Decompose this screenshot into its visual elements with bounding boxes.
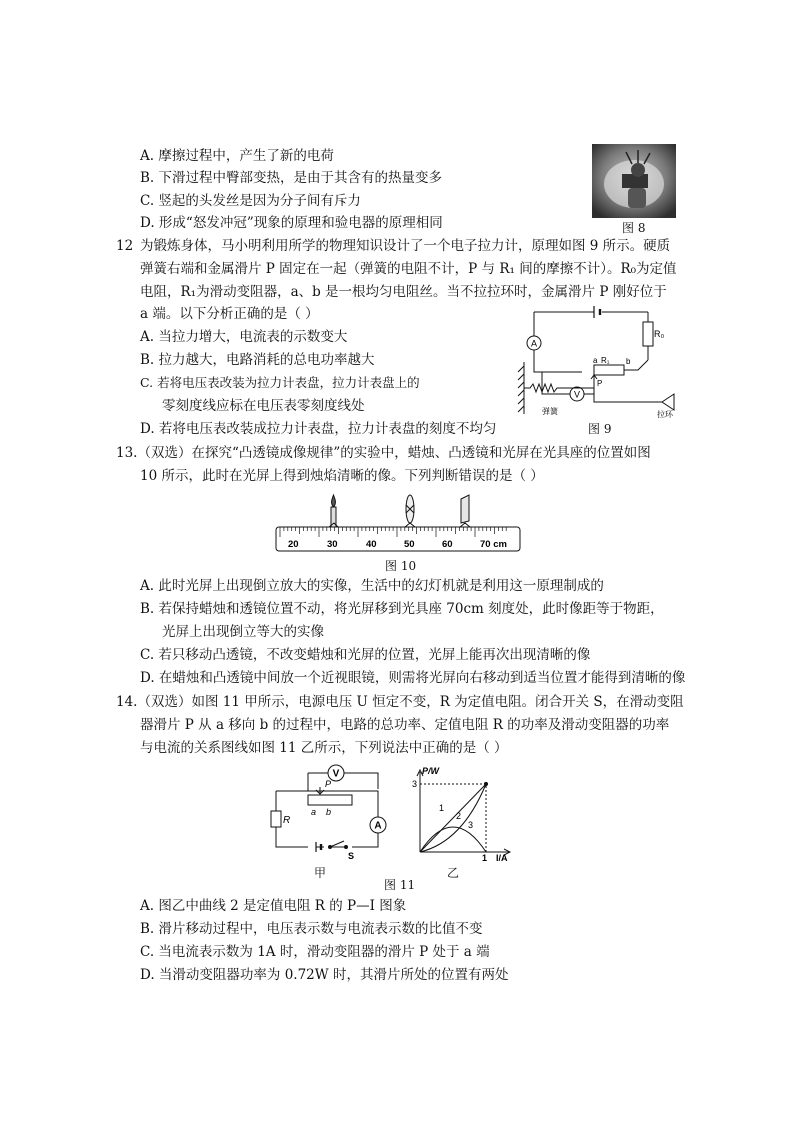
- q12-option-c: C. 若将电压表改装为拉力计表盘，拉力计表盘上的: [140, 375, 420, 390]
- fig11-p-label: P: [325, 779, 332, 789]
- fig10-tick-50: 50: [404, 539, 415, 550]
- fig9-r1-label: R₁: [601, 356, 610, 365]
- q14-stem-line-1: 14.（双选）如图 11 甲所示，电源电压 U 恒定不变，R 为定值电阻。闭合开关 S，在滑动变阻: [116, 694, 684, 710]
- fig11-b-label: b: [326, 807, 332, 817]
- fig10-tick-70: 70 cm: [480, 539, 507, 550]
- figure-11-jia-circuit: [268, 763, 398, 863]
- q13-option-c: C. 若只移动凸透镜，不改变蜡烛和光屏的位置，光屏上能再次出现清晰的像: [140, 647, 591, 663]
- figure-11-caption: 图 11: [384, 878, 416, 892]
- q12-stem-line-4: a 端。以下分析正确的是（ ）: [140, 306, 319, 322]
- q11-option-c: C. 竖起的头发丝是因为分子间有斥力: [140, 193, 361, 209]
- fig9-b-label: b: [626, 357, 631, 366]
- q11-option-d: D. 形成“怒发冲冠”现象的原理和验电器的原理相同: [140, 215, 443, 231]
- q12-option-d: D. 若将电压表改装成拉力计表盘，拉力计表盘的刻度不均匀: [140, 421, 497, 437]
- q14-option-d: D. 当滑动变阻器功率为 0.72W 时，其滑片所处的位置有两处: [140, 967, 509, 983]
- q13-stem-line-1: 13.（双选）在探究“凸透镜成像规律”的实验中，蜡烛、凸透镜和光屏在光具座的位置如图: [116, 445, 651, 461]
- q12-stem-line-3: 电阻，R₁为滑动变阻器，a、b 是一根均匀电阻丝。当不拉拉环时，金属滑片 P 刚好位于: [140, 284, 667, 300]
- q12-number: 12: [116, 238, 134, 254]
- fig11-voltmeter-label: V: [332, 768, 340, 780]
- fig9-r0-label: R₀: [654, 329, 665, 339]
- figure-8-photo: [592, 144, 676, 218]
- q13-option-d: D. 在蜡烛和凸透镜中间放一个近视眼镜，则需将光屏向右移动到适当位置才能得到清晰的像: [140, 670, 686, 686]
- figure-11-yi-label: 乙: [447, 866, 460, 880]
- figure-11-jia-label: 甲: [314, 866, 327, 880]
- fig11-ammeter-label: A: [374, 820, 382, 832]
- q11-option-b: B. 下滑过程中臀部变热，是由于其含有的热量变多: [140, 170, 443, 186]
- figure-10-optical-bench: [272, 493, 524, 555]
- q14-option-c: C. 当电流表示数为 1A 时，滑动变阻器的滑片 P 处于 a 端: [140, 944, 490, 960]
- fig11-xlabel: I/A: [496, 853, 508, 862]
- figure-8-caption: 图 8: [622, 221, 646, 235]
- figure-11-yi-graph: [402, 762, 522, 862]
- fig9-a-label: a: [593, 356, 598, 365]
- q13-option-b: B. 若保持蜡烛和透镜位置不动，将光屏移到光具座 70cm 刻度处，此时像距等于物距，: [140, 601, 664, 617]
- q14-stem-line-2: 器滑片 P 从 a 移向 b 的过程中，电路的总功率、定值电阻 R 的功率及滑动变阻器的功率: [140, 717, 670, 733]
- q12-stem-line-2: 弹簧右端和金属滑片 P 固定在一起（弹簧的电阻不计，P 与 R₁ 间的摩擦不计）。R₀为定值: [140, 261, 677, 277]
- q12-option-b: B. 拉力越大，电路消耗的总电功率越大: [140, 352, 375, 368]
- q12-option-c-cont: 零刻度线应标在电压表零刻度线处: [162, 398, 365, 414]
- fig11-r-label: R: [283, 815, 291, 826]
- fig9-p-label: P: [597, 379, 603, 388]
- q12-option-a: A. 当拉力增大，电流表的示数变大: [140, 329, 348, 345]
- fig11-xtick-1: 1: [482, 853, 488, 862]
- q13-stem-line-2: 10 所示，此时在光屏上得到烛焰清晰的像。下列判断错误的是（ ）: [140, 468, 544, 484]
- fig11-ytick-3: 3: [412, 779, 418, 789]
- fig10-tick-40: 40: [366, 539, 377, 550]
- fig10-tick-30: 30: [327, 539, 338, 550]
- fig9-spring-label: 弹簧: [542, 407, 558, 416]
- q14-option-a: A. 图乙中曲线 2 是定值电阻 R 的 P—I 图象: [140, 898, 407, 914]
- fig10-tick-60: 60: [442, 539, 453, 550]
- fig11-ylabel: P/W: [422, 766, 439, 776]
- fig11-curve-1-label: 1: [439, 803, 445, 813]
- q12-stem-line-1: 为锻炼身体，马小明利用所学的物理知识设计了一个电子拉力计，原理如图 9 所示。硬质: [140, 238, 671, 254]
- fig11-s-label: S: [348, 851, 355, 861]
- q13-option-b-cont: 光屏上出现倒立等大的实像: [162, 624, 324, 640]
- q11-option-a: A. 摩擦过程中，产生了新的电荷: [140, 148, 334, 164]
- fig11-curve-3-label: 3: [468, 820, 474, 830]
- fig11-a-label: a: [311, 807, 317, 817]
- q14-option-b: B. 滑片移动过程中，电压表示数与电流表示数的比值不变: [140, 921, 483, 937]
- q14-stem-line-3: 与电流的关系图线如图 11 乙所示，下列说法中正确的是（ ）: [140, 740, 508, 756]
- fig9-voltmeter-label: V: [573, 389, 581, 400]
- fig10-tick-20: 20: [288, 539, 299, 550]
- figure-10-caption: 图 10: [385, 559, 417, 573]
- fig9-ammeter-label: A: [530, 338, 538, 349]
- fig11-curve-2-label: 2: [456, 811, 462, 821]
- figure-9-circuit: [512, 302, 692, 420]
- q13-option-a: A. 此时光屏上出现倒立放大的实像，生活中的幻灯机就是利用这一原理制成的: [140, 578, 604, 594]
- figure-9-caption: 图 9: [588, 422, 612, 436]
- fig9-ring-label: 拉环: [657, 410, 673, 419]
